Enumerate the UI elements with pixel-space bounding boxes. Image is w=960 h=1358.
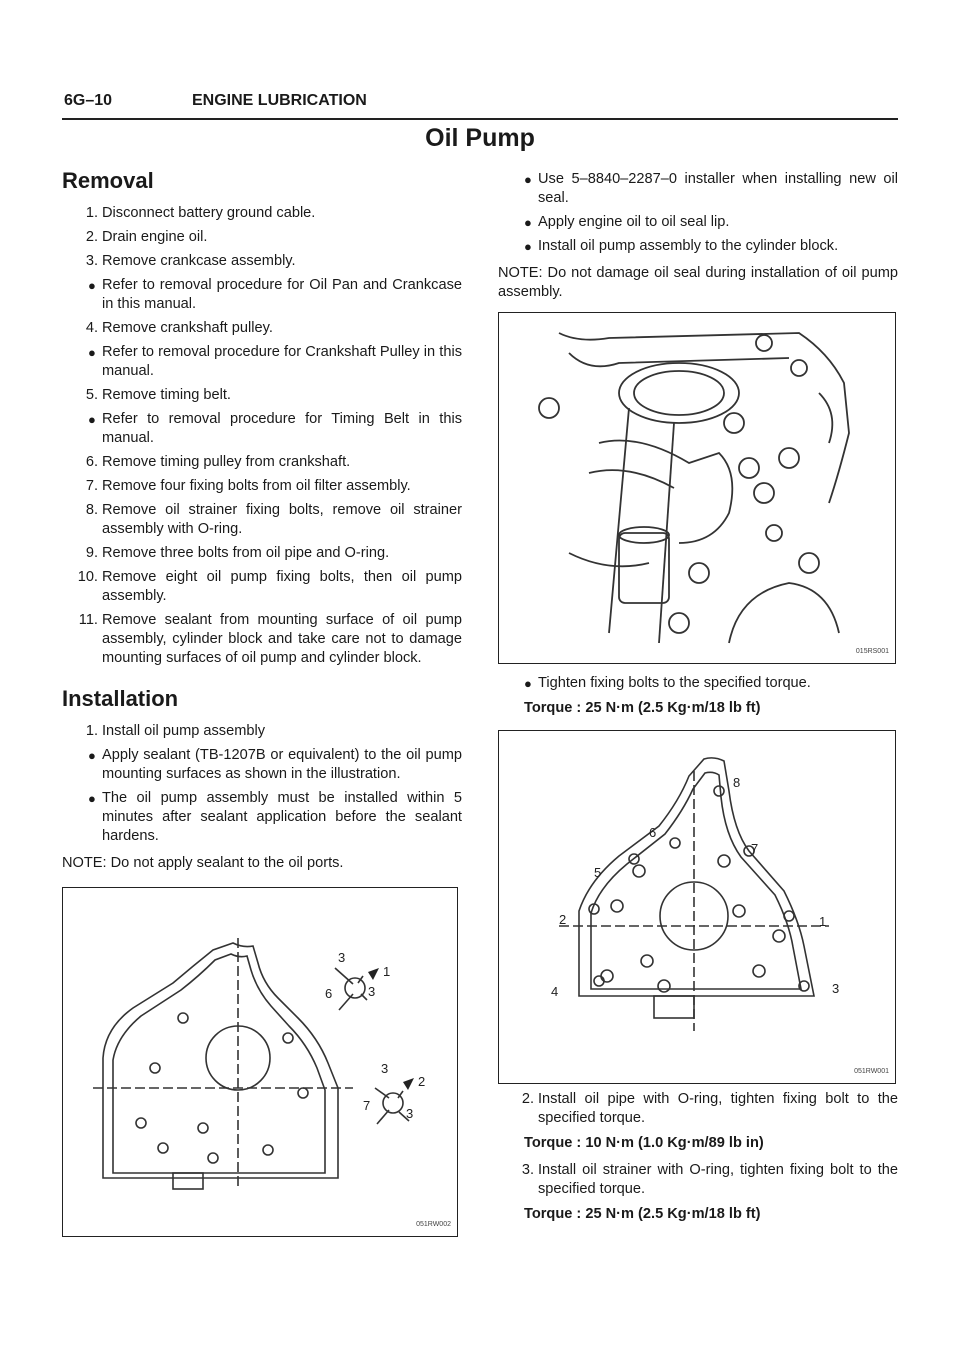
install-bullet: ● Apply engine oil to oil seal lip.: [524, 214, 730, 230]
removal-step: 6. Remove timing pulley from crankshaft.: [85, 454, 351, 470]
removal-bullet: ● Refer to removal procedure for Oil Pan and Crankcase in this manual.: [88, 277, 462, 312]
sequence-label: 8: [733, 775, 741, 790]
sequence-label: 2: [559, 912, 567, 927]
note-oil-seal: NOTE: Do not damage oil seal during installation of oil pump assembly.: [498, 265, 898, 300]
figure-code: 015RS001: [855, 648, 889, 655]
install-step: 2. Install oil pipe with O-ring, tighten fixing bolt to the specified torque.: [521, 1091, 898, 1126]
right-column: [498, 160, 898, 1232]
bullet-icon: ●: [524, 172, 532, 187]
removal-bullet: ● Refer to removal procedure for Crankshaft Pulley in this manual.: [88, 344, 462, 379]
sequence-label: 3: [832, 981, 840, 996]
sequence-label: 7: [751, 841, 759, 856]
removal-step: 10. Remove eight oil pump fixing bolts, then oil pump assembly.: [77, 569, 462, 604]
note-sealant: NOTE: Do not apply sealant to the oil ports.: [62, 855, 344, 871]
install-bullet: ● The oil pump assembly must be installed within 5 minutes after sealant application before the sealant hardens.: [88, 790, 462, 844]
sequence-label: 4: [551, 984, 559, 999]
figure-label: 3: [406, 1106, 414, 1121]
page-title: Oil Pump: [425, 124, 535, 152]
install-bullet: ● Tighten fixing bolts to the specified torque.: [524, 675, 811, 691]
bolt-sequence-figure: [498, 730, 896, 1084]
figure-label: 3: [338, 950, 346, 965]
removal-step: 4. Remove crankshaft pulley.: [85, 320, 273, 336]
install-bullet: ● Use 5–8840–2287–0 installer when installing new oil seal.: [524, 171, 898, 206]
removal-step: 2. Drain engine oil.: [85, 229, 208, 245]
left-column: [62, 160, 462, 1237]
removal-step: 3. Remove crankcase assembly.: [85, 253, 296, 269]
figure-label: 3: [381, 1061, 389, 1076]
bullet-icon: ●: [524, 676, 532, 691]
page-number: 6G–10: [64, 92, 113, 109]
removal-step: 9. Remove three bolts from oil pipe and O-ring.: [85, 545, 390, 561]
figure-label: 6: [325, 986, 333, 1001]
section-title: ENGINE LUBRICATION: [192, 92, 367, 109]
installation-heading: Installation: [62, 686, 179, 711]
bolt-tightening-sequence-illustration: [499, 731, 895, 1071]
figure-label: 1: [383, 964, 391, 979]
bullet-icon: ●: [88, 412, 96, 427]
bullet-icon: ●: [88, 791, 96, 806]
torque-spec: Torque : 10 N·m (1.0 Kg·m/89 lb in): [524, 1135, 764, 1151]
sealant-figure: [62, 887, 458, 1237]
removal-step: 7. Remove four fixing bolts from oil filter assembly.: [85, 478, 411, 494]
removal-step: 5. Remove timing belt.: [85, 387, 231, 403]
install-bullet: ● Install oil pump assembly to the cylinder block.: [524, 238, 839, 254]
figure-code: 051RW001: [854, 1068, 889, 1075]
figure-label: 7: [363, 1098, 371, 1113]
page-header: [62, 88, 898, 120]
sequence-label: 5: [594, 865, 602, 880]
torque-spec: Torque : 25 N·m (2.5 Kg·m/18 lb ft): [524, 700, 761, 716]
removal-step: 11. Remove sealant from mounting surface of oil pump assembly, cylinder block and take care not to damage mounting surfaces of oil pump and cylinder block.: [78, 612, 462, 666]
figure-label: 2: [418, 1074, 426, 1089]
oil-seal-installer-illustration: [499, 313, 895, 651]
install-step: 1. Install oil pump assembly: [85, 723, 266, 739]
torque-spec: Torque : 25 N·m (2.5 Kg·m/18 lb ft): [524, 1206, 761, 1222]
removal-step: 8. Remove oil strainer fixing bolts, remove oil strainer assembly with O-ring.: [85, 502, 462, 537]
sequence-label: 6: [649, 825, 657, 840]
bullet-icon: ●: [524, 215, 532, 230]
removal-step: 1. Disconnect battery ground cable.: [85, 205, 316, 221]
figure-label: 3: [368, 984, 376, 999]
sequence-label: 1: [819, 914, 827, 929]
figure-code: 051RW002: [416, 1221, 451, 1228]
install-step: 3. Install oil strainer with O-ring, tighten fixing bolt to the specified torque.: [521, 1162, 898, 1197]
removal-bullet: ● Refer to removal procedure for Timing Belt in this manual.: [88, 411, 462, 446]
oil-pump-sealant-illustration: [63, 888, 457, 1224]
bullet-icon: ●: [88, 345, 96, 360]
bullet-icon: ●: [88, 748, 96, 763]
install-bullet: ● Apply sealant (TB-1207B or equivalent) to the oil pump mounting surfaces as shown in the illustration.: [88, 747, 462, 782]
installer-figure: [498, 312, 896, 664]
bullet-icon: ●: [524, 239, 532, 254]
removal-heading: Removal: [62, 168, 154, 193]
bullet-icon: ●: [88, 278, 96, 293]
